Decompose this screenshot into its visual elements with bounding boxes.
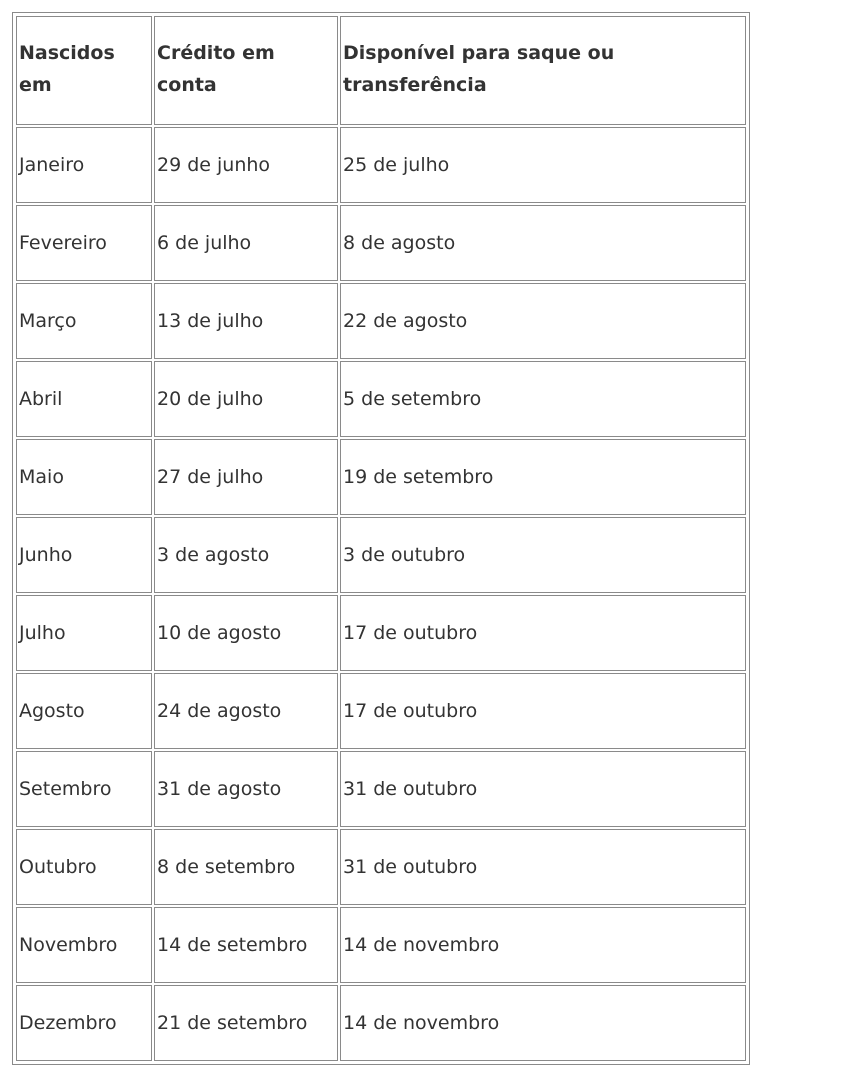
table-row (16, 829, 746, 905)
cell-credit-date: 3 de agosto (154, 517, 338, 593)
cell-withdrawal-date: 19 de setembro (340, 439, 746, 515)
cell-credit-date: 21 de setembro (154, 985, 338, 1061)
cell-withdrawal-date: 31 de outubro (340, 829, 746, 905)
cell-withdrawal-date: 14 de novembro (340, 907, 746, 983)
header-birth-month: Nascidos em (16, 16, 152, 125)
cell-credit-date: 10 de agosto (154, 595, 338, 671)
cell-credit-date: 27 de julho (154, 439, 338, 515)
table-row (16, 751, 746, 827)
cell-birth-month: Julho (16, 595, 152, 671)
cell-withdrawal-date: 25 de julho (340, 127, 746, 203)
table-row (16, 517, 746, 593)
table-row (16, 205, 746, 281)
cell-birth-month: Agosto (16, 673, 152, 749)
table-row (16, 907, 746, 983)
table-row (16, 361, 746, 437)
cell-withdrawal-date: 14 de novembro (340, 985, 746, 1061)
payment-schedule-table (14, 14, 748, 1063)
cell-birth-month: Maio (16, 439, 152, 515)
cell-birth-month: Março (16, 283, 152, 359)
payment-schedule-table-wrapper (12, 12, 750, 1065)
cell-credit-date: 14 de setembro (154, 907, 338, 983)
cell-birth-month: Janeiro (16, 127, 152, 203)
cell-withdrawal-date: 31 de outubro (340, 751, 746, 827)
cell-withdrawal-date: 17 de outubro (340, 673, 746, 749)
table-row (16, 283, 746, 359)
cell-withdrawal-date: 22 de agosto (340, 283, 746, 359)
table-row (16, 985, 746, 1061)
header-withdrawal-available: Disponível para saque ou transferência (340, 16, 746, 125)
cell-credit-date: 31 de agosto (154, 751, 338, 827)
cell-birth-month: Novembro (16, 907, 152, 983)
cell-birth-month: Outubro (16, 829, 152, 905)
table-header-row (16, 16, 746, 125)
cell-credit-date: 8 de setembro (154, 829, 338, 905)
table-row (16, 439, 746, 515)
cell-birth-month: Dezembro (16, 985, 152, 1061)
cell-birth-month: Junho (16, 517, 152, 593)
cell-credit-date: 24 de agosto (154, 673, 338, 749)
cell-birth-month: Setembro (16, 751, 152, 827)
cell-withdrawal-date: 17 de outubro (340, 595, 746, 671)
cell-withdrawal-date: 8 de agosto (340, 205, 746, 281)
cell-birth-month: Abril (16, 361, 152, 437)
cell-credit-date: 20 de julho (154, 361, 338, 437)
table-row (16, 595, 746, 671)
cell-credit-date: 29 de junho (154, 127, 338, 203)
cell-birth-month: Fevereiro (16, 205, 152, 281)
cell-credit-date: 13 de julho (154, 283, 338, 359)
table-row (16, 673, 746, 749)
header-account-credit: Crédito em conta (154, 16, 338, 125)
table-row (16, 127, 746, 203)
cell-withdrawal-date: 5 de setembro (340, 361, 746, 437)
cell-credit-date: 6 de julho (154, 205, 338, 281)
cell-withdrawal-date: 3 de outubro (340, 517, 746, 593)
